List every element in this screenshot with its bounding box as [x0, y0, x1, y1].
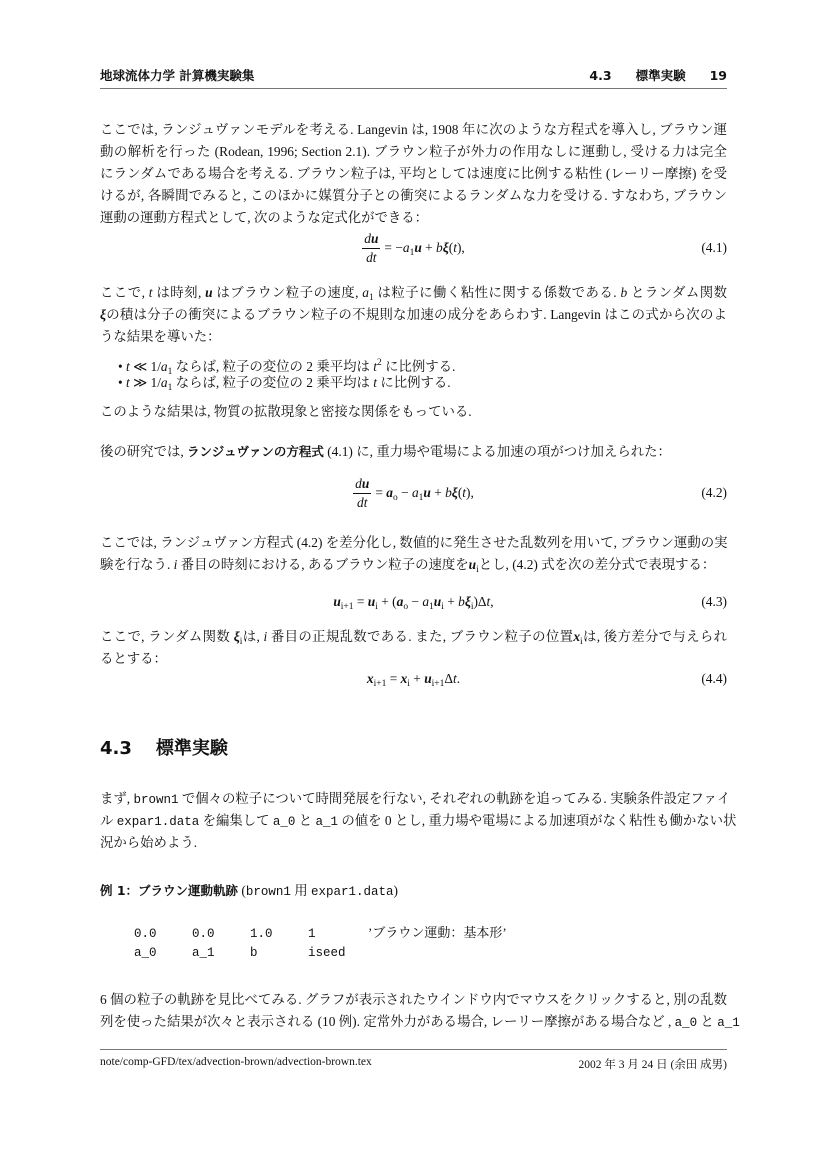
- text-run: +: [443, 594, 459, 609]
- code-values-row: [134, 923, 507, 943]
- text-run: は,: [242, 629, 264, 644]
- math-symbol: i: [470, 602, 474, 612]
- equation-4-2: [100, 471, 727, 515]
- text-run: ≫ 1/: [129, 375, 161, 390]
- math-symbol: a: [362, 285, 369, 300]
- math-symbol: t: [462, 485, 467, 500]
- math-symbol: i: [173, 557, 178, 572]
- text-line: [100, 989, 727, 1011]
- math-symbol: i: [476, 565, 479, 575]
- math-symbol: t: [126, 375, 130, 390]
- equation-body: [100, 580, 727, 624]
- header-section-title: 標準実験: [635, 68, 686, 83]
- math-symbol: i: [375, 602, 378, 612]
- code-block: [134, 923, 507, 963]
- text-line: [100, 441, 727, 463]
- text-run: 験を行なう.: [100, 557, 174, 572]
- math-symbol: ξ: [233, 629, 240, 644]
- text-line: [100, 141, 727, 163]
- running-header: [100, 66, 727, 86]
- text-run: は, 後方差分で与えられ: [582, 629, 727, 644]
- inline-code: expar1.data: [116, 815, 200, 829]
- math-symbol: i: [239, 637, 243, 647]
- math-symbol: 1: [167, 367, 173, 377]
- text-line: [100, 810, 737, 832]
- math-symbol: 1: [429, 602, 434, 612]
- page-number: 19: [709, 68, 727, 83]
- paragraph-definitions: [100, 282, 727, 348]
- text-run: まず,: [100, 791, 134, 806]
- math-symbol: x: [366, 671, 374, 686]
- text-run: ル: [100, 813, 117, 828]
- text-line: [100, 304, 727, 326]
- text-run: •: [118, 359, 127, 374]
- math-symbol: u: [367, 594, 376, 609]
- math-symbol: t: [148, 285, 153, 300]
- footer-file-path: note/comp-GFD/tex/advection-brown/advection-brown.tex: [100, 1056, 372, 1068]
- paragraph-intro: [100, 119, 727, 229]
- math-symbol: u: [205, 285, 213, 300]
- text-run: 況から始めよう.: [100, 835, 198, 850]
- math-symbol: u: [423, 485, 431, 500]
- text-run: •: [118, 375, 127, 390]
- math-symbol: i: [263, 629, 268, 644]
- book-title: 地球流体力学 計算機実験集: [100, 68, 255, 83]
- inline-code: brown1: [133, 793, 179, 807]
- text-line: [100, 1011, 740, 1033]
- footer-date: 2002 年 3 月 24 日 (余田 成男): [578, 1059, 727, 1071]
- math-symbol: i+1: [373, 679, 387, 689]
- math-symbol: 1: [418, 493, 424, 503]
- math-symbol: b: [445, 485, 452, 500]
- math-symbol: i+1: [340, 602, 354, 612]
- math-symbol: 1: [409, 248, 415, 258]
- math-symbol: u: [370, 231, 379, 247]
- text-run: +: [430, 485, 446, 500]
- text-line: [100, 788, 731, 810]
- text-run: うな結果を導いた：: [100, 329, 221, 344]
- text-run: るとする：: [100, 651, 167, 666]
- code-value: 0.0: [134, 927, 157, 941]
- denominator: [353, 494, 371, 512]
- code-label: iseed: [308, 946, 346, 960]
- text-run: −: [408, 594, 423, 609]
- text-run: +: [409, 671, 425, 686]
- text-run: ここで, ランダム関数: [100, 629, 234, 644]
- text-run: =: [386, 671, 401, 686]
- bullet-item: [118, 354, 456, 377]
- text-run: 後の研究では,: [100, 444, 188, 459]
- text-run: =: [375, 485, 387, 500]
- text-run: + (: [377, 594, 397, 609]
- text-run: とし, (4.2) 式を次の差分式で表現する：: [478, 557, 716, 572]
- header-right: [565, 66, 727, 84]
- text-run: ),: [466, 485, 474, 500]
- math-symbol: i+1: [431, 679, 445, 689]
- math-symbol: t: [486, 594, 491, 609]
- text-run: に比例する.: [381, 359, 456, 374]
- math-symbol: a: [422, 594, 430, 609]
- text-run: −: [397, 485, 412, 500]
- text-run: Δ: [444, 671, 454, 686]
- header-rule: [100, 88, 727, 89]
- text-run: はブラウン粒子の速度,: [212, 285, 363, 300]
- code-value: 0.0: [192, 927, 215, 941]
- fraction: [362, 230, 380, 267]
- equation-number: (4.1): [701, 240, 727, 255]
- text-run: ならば, 粒子の変位の 2 乗平均は: [172, 359, 374, 374]
- text-run: は粒子に働く粘性に関する係数である.: [373, 285, 621, 300]
- text-run: 動の解析を行った (Rodean, 1996; Section 2.1). ブラウン粒子が外力の作用なしに運動し, 受ける力は完全: [100, 144, 727, 159]
- math-symbol: u: [361, 476, 370, 492]
- math-symbol: o: [392, 493, 398, 503]
- math-symbol: dt: [366, 250, 377, 266]
- equation-4-4: [100, 657, 727, 701]
- math-symbol: d: [355, 476, 362, 492]
- text-run: = −: [384, 240, 403, 255]
- math-symbol: 1: [368, 293, 374, 303]
- text-run: ): [393, 883, 398, 898]
- code-label: b: [250, 946, 258, 960]
- math-symbol: b: [620, 285, 628, 300]
- math-symbol: ξ: [442, 240, 449, 255]
- code-label: a_0: [134, 946, 157, 960]
- inline-code: a_0: [272, 815, 296, 829]
- math-symbol: 2: [376, 358, 382, 368]
- bold-term: ランジュヴァンの方程式: [187, 444, 324, 459]
- math-symbol: ξ: [100, 307, 107, 322]
- text-line: [100, 119, 727, 141]
- text-run: 用: [290, 883, 311, 898]
- text-run: 番目の正規乱数である. また, ブラウン粒子の位置: [267, 629, 574, 644]
- inline-code: a_1: [315, 815, 339, 829]
- equation-4-3: [100, 580, 727, 624]
- text-run: と: [697, 1014, 718, 1029]
- equation-4-1: [100, 226, 727, 270]
- inline-code: brown1: [245, 885, 291, 899]
- equation-number: (4.3): [701, 594, 727, 609]
- math-symbol: o: [403, 602, 409, 612]
- text-run: ここで,: [100, 285, 149, 300]
- math-symbol: 1: [167, 383, 173, 393]
- text-line: [100, 282, 727, 304]
- code-value: 1: [308, 927, 316, 941]
- text-run: は時刻,: [152, 285, 206, 300]
- code-comment: ’ブラウン運動：基本形’: [368, 925, 507, 940]
- header-section-number: 4.3: [589, 68, 612, 83]
- numerator: [353, 475, 371, 494]
- math-symbol: i: [580, 637, 583, 647]
- math-symbol: d: [364, 231, 371, 247]
- text-run: けるが, 各瞬間でみると, このほかに媒質分子との衝突によるランダムな力を受ける. すなわち, ブラウン: [100, 188, 727, 203]
- footer-rule: [100, 1049, 727, 1050]
- paragraph-later-research: [100, 441, 727, 463]
- math-symbol: ξ: [451, 485, 458, 500]
- inline-code: expar1.data: [310, 885, 394, 899]
- text-run: ここでは, ランジュヴァンモデルを考える. Langevin は, 1908 年に次のような方程式を導入し, ブラウン運: [100, 122, 727, 137]
- text-run: 6 個の粒子の軌跡を見比べてみる. グラフが表示されたウインドウ内でマウスをクリックすると, 別の乱数: [100, 992, 727, 1007]
- text-run: )Δ: [473, 594, 487, 609]
- code-value: 1.0: [250, 927, 273, 941]
- math-symbol: u: [414, 240, 422, 255]
- math-symbol: a: [411, 485, 419, 500]
- text-line: [100, 163, 727, 185]
- text-line: [100, 326, 727, 348]
- text-run: で個々の粒子について時間発展を行ない, それぞれの軌跡を追ってみる. 実験条件設定ファイ: [178, 791, 731, 806]
- numerator: [362, 230, 380, 249]
- text-run: 列を使った結果が次々と表示される (10 例). 定常外力がある場合, レーリー摩擦がある場合など ,: [100, 1014, 675, 1029]
- text-run: の値を 0 とし, 重力場や電場による加速項がなく粘性も働かない状: [338, 813, 737, 828]
- math-symbol: t: [126, 359, 130, 374]
- paragraph-diffusion: [100, 401, 727, 423]
- text-run: とランダム関数: [627, 285, 728, 300]
- text-run: このような結果は, 物質の拡散現象と密接な関係をもっている.: [100, 404, 472, 419]
- math-symbol: t: [453, 240, 457, 255]
- math-symbol: x: [400, 671, 408, 686]
- equation-body: [100, 226, 727, 270]
- code-labels-row: [134, 943, 507, 963]
- text-run: (4.1) に, 重力場や電場による加速の項がつけ加えられた：: [323, 444, 671, 459]
- text-line: [100, 532, 727, 554]
- text-line: [100, 554, 727, 576]
- text-line: [100, 401, 727, 423]
- equation-body: [100, 471, 727, 515]
- example-title: [100, 880, 727, 902]
- paragraph-trajectories: [100, 989, 740, 1033]
- bullet-item: [118, 373, 455, 392]
- text-run: ならば, 粒子の変位の 2 乗平均は: [172, 375, 374, 390]
- text-line: [100, 832, 727, 854]
- text-run: (: [238, 883, 246, 898]
- equation-number: (4.2): [701, 485, 727, 500]
- text-run: 番目の時刻における, あるブラウン粒子の速度を: [177, 557, 469, 572]
- math-symbol: a: [386, 485, 393, 500]
- math-symbol: t: [373, 359, 377, 374]
- math-symbol: u: [468, 557, 477, 572]
- text-run: (: [457, 485, 463, 500]
- math-symbol: dt: [357, 495, 368, 511]
- math-symbol: t: [453, 671, 457, 686]
- text-line: [100, 880, 727, 902]
- footer: [100, 1056, 727, 1071]
- text-run: ,: [490, 594, 494, 609]
- math-symbol: i: [441, 602, 444, 612]
- text-run: に比例する.: [376, 375, 451, 390]
- paragraph-experiment: [100, 788, 737, 854]
- text-run: ここでは, ランジュヴァン方程式 (4.2) を差分化し, 数値的に発生させた乱数列を用いて, ブラウン運動の実: [100, 535, 728, 550]
- math-symbol: u: [433, 594, 442, 609]
- text-run: を編集して: [199, 813, 273, 828]
- code-label: a_1: [192, 946, 215, 960]
- math-symbol: ξ: [464, 594, 471, 609]
- text-line: [100, 185, 727, 207]
- bold-term: 例 1：ブラウン運動軌跡: [100, 883, 239, 898]
- inline-code: a_1: [717, 1016, 740, 1030]
- text-run: .: [456, 671, 461, 686]
- math-symbol: x: [573, 629, 581, 644]
- section-heading: [100, 734, 228, 760]
- text-run: ≪ 1/: [129, 359, 161, 374]
- math-symbol: a: [402, 240, 410, 255]
- math-symbol: a: [160, 359, 168, 374]
- bullet-list: [118, 354, 455, 392]
- math-symbol: b: [458, 594, 465, 609]
- math-symbol: a: [160, 375, 168, 390]
- math-symbol: b: [436, 240, 443, 255]
- math-symbol: u: [333, 594, 341, 609]
- equation-body: [100, 657, 727, 701]
- inline-code: a_0: [674, 1016, 698, 1030]
- math-symbol: t: [373, 375, 377, 390]
- text-run: にランダムである場合を考える. ブラウン粒子は, 平均としては速度に比例する粘性 (レーリー摩擦) を受: [100, 166, 727, 181]
- math-symbol: u: [424, 671, 432, 686]
- equation-number: (4.4): [701, 671, 727, 686]
- text-run: =: [353, 594, 368, 609]
- text-line: [100, 626, 727, 648]
- math-symbol: i: [407, 679, 410, 689]
- denominator: [362, 249, 380, 267]
- text-run: +: [421, 240, 437, 255]
- text-run: と: [295, 813, 316, 828]
- section-title: 標準実験: [155, 738, 228, 759]
- text-run: の積は分子の衝突によるブラウン粒子の不規則な加速の成分をあらわす. Langevin はこの式から次のよ: [106, 307, 727, 322]
- text-run: 運動の運動方程式として, 次のような定式化ができる：: [100, 210, 429, 225]
- math-symbol: a: [396, 594, 404, 609]
- section-number: 4.3: [100, 738, 132, 759]
- fraction: [353, 475, 371, 512]
- text-run: (: [448, 240, 454, 255]
- paragraph-discretization: [100, 532, 727, 576]
- text-run: ),: [456, 240, 465, 255]
